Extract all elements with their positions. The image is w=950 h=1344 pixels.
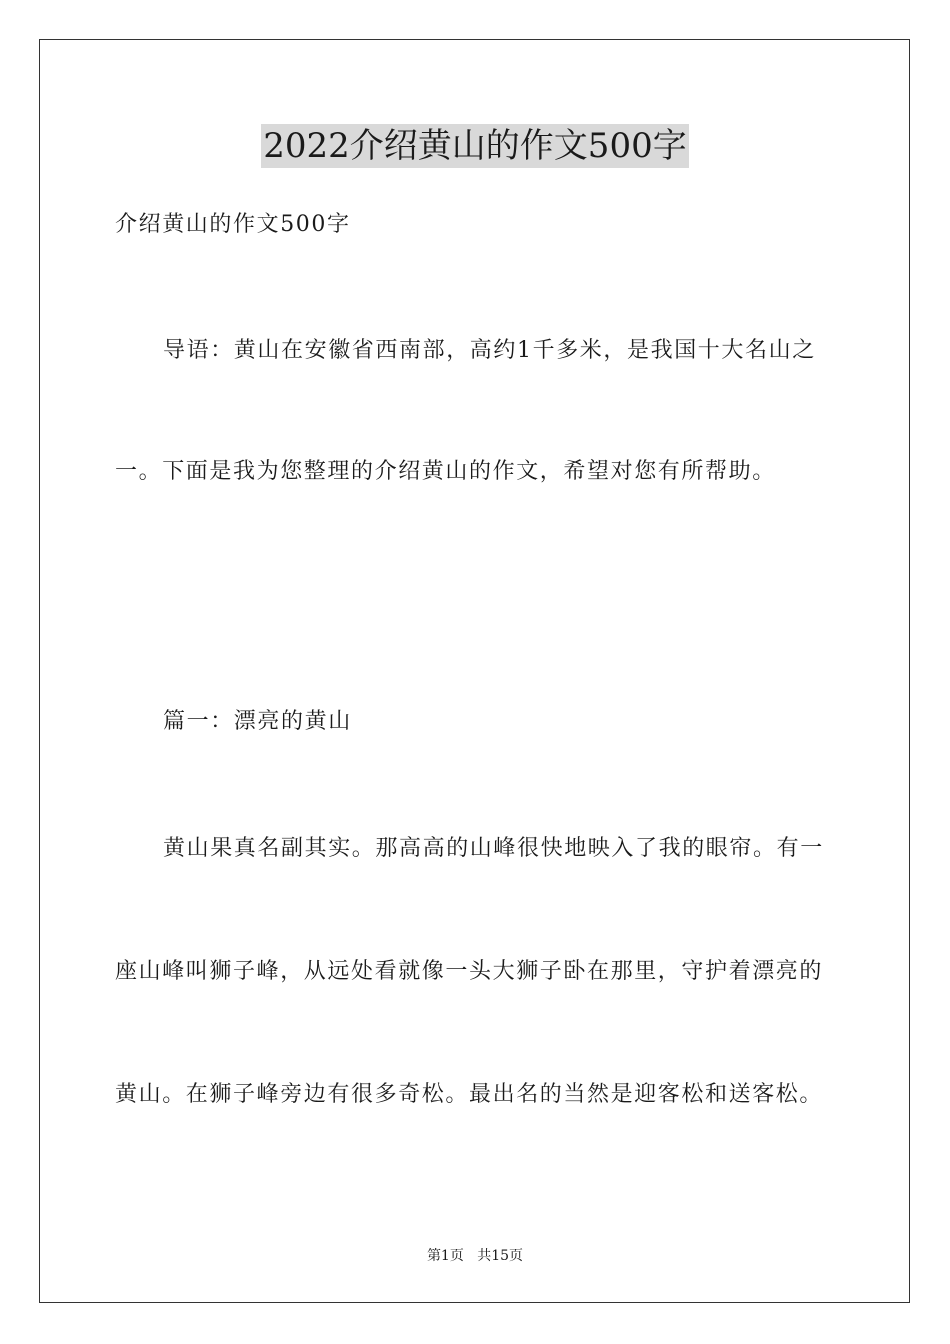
page-number-current: 第1页 (426, 1248, 464, 1264)
document-title: 2022介绍黄山的作文500字 (263, 126, 687, 166)
paragraph-line: 黄山。在狮子峰旁边有很多奇松。最出名的当然是迎客松和送客松。 (115, 1082, 824, 1107)
page-footer (0, 1246, 950, 1266)
page-number-total: 共15页 (477, 1248, 524, 1264)
paragraph-line: 座山峰叫狮子峰，从远处看就像一头大狮子卧在那里，守护着漂亮的 (115, 959, 824, 984)
paragraph-line: 黄山果真名副其实。那高高的山峰很快地映入了我的眼帘。有一 (163, 836, 824, 861)
footer-spacer (464, 1248, 477, 1264)
paragraph-line: 导语：黄山在安徽省西南部，高约1千多米，是我国十大名山之 (163, 338, 816, 363)
section-heading: 篇一：漂亮的黄山 (163, 709, 352, 734)
title-container (0, 124, 950, 168)
document-subtitle: 介绍黄山的作文500字 (115, 212, 351, 237)
paragraph-line: 一。下面是我为您整理的介绍黄山的作文，希望对您有所帮助。 (115, 459, 776, 484)
